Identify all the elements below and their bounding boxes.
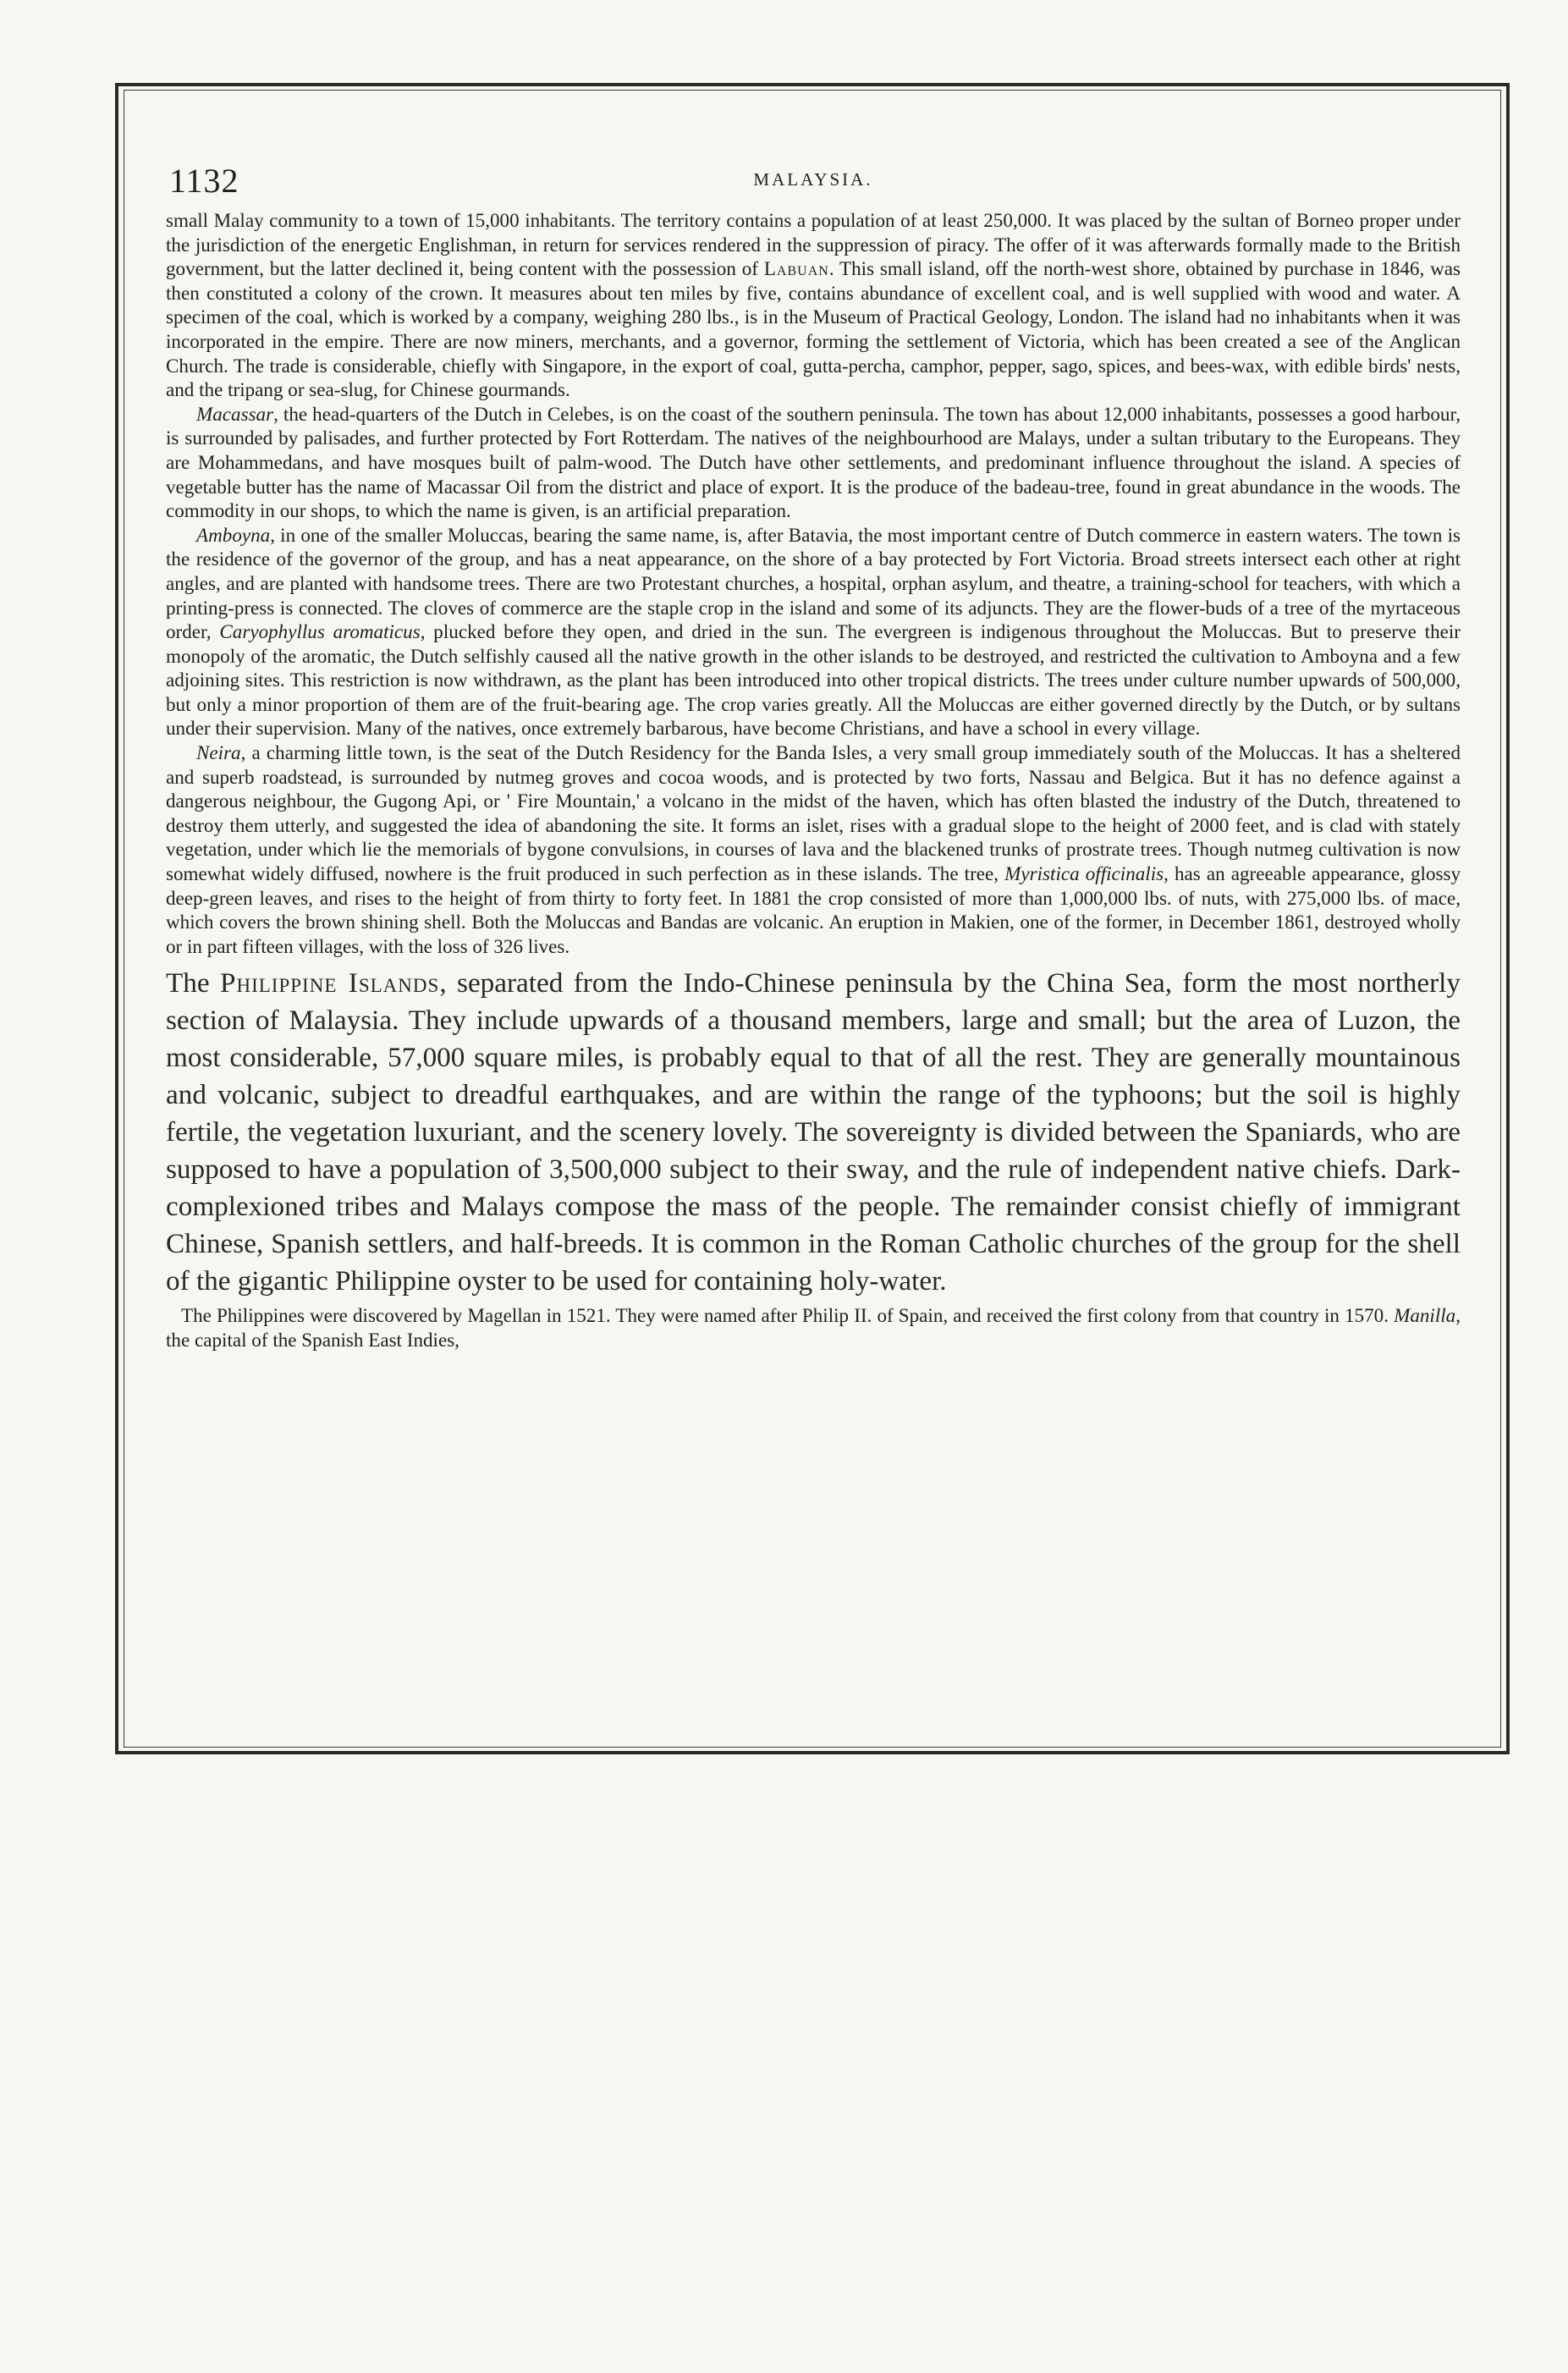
place-name-labuan: Labuan	[763, 257, 829, 280]
page-number: 1132	[169, 162, 239, 200]
place-name-macassar: Macassar	[196, 402, 274, 425]
species-name-nutmeg: Myristica officinalis	[1004, 862, 1164, 885]
small-print-section	[166, 208, 1461, 958]
paragraph-amboyna: Amboyna, in one of the smaller Moluccas, bearing the same name, is, after Batavia, the most important centre of Dutch commerce in eastern waters. The town is the residence of the governor of the group, and has a neat appearance, on the shore of a bay protected by Fort Victoria. Broad streets intersect each other at right angles, and are planted with handsome trees. There are two Protestant churches, a hospital, orphan asylum, and theatre, a training-school for teachers, with which a printing-press is connected. The cloves of commerce are the staple crop in the island and some of its adjuncts. They are the flower-buds of a tree of the myrtaceous order, Caryophyllus aromaticus, plucked before they open, and dried in the sun. The evergreen is indigenous throughout the Moluccas. But to preserve their monopoly of the aromatic, the Dutch selfishly caused all the native growth in the other islands to be destroyed, and restricted the cultivation to Amboyna and a few adjoining sites. This restriction is now withdrawn, as the plant has been introduced into other tropical districts. The trees under culture number upwards of 500,000, but only a minor proportion of them are of the fruit-bearing age. The crop varies greatly. All the Moluccas are either governed directly by the Dutch, or by sultans under their supervision. Many of the natives, once extremely barbarous, have become Christians, and have a school in every village.	[166, 523, 1461, 740]
paragraph-neira: Neira, a charming little town, is the seat of the Dutch Residency for the Banda Isles, a very small group immediately south of the Moluccas. It has a sheltered and superb roadstead, is surrounded by nutmeg groves and cocoa woods, and is protected by two forts, Nassau and Belgica. But it has no defence against a dangerous neighbour, the Gugong Api, or ' Fire Mountain,' a volcano in the midst of the haven, which has often blasted the industry of the Dutch, threatened to destroy them utterly, and suggested the idea of abandoning the site. It forms an islet, rises with a gradual slope to the height of 2000 feet, and is clad with stately vegetation, under which lie the memorials of bygone convulsions, in courses of lava and the blackened trunks of prostrate trees. Though nutmeg cultivation is now somewhat widely diffused, nowhere is the fruit produced in such perfection as in these islands. The tree, Myristica officinalis, has an agreeable appearance, glossy deep-green leaves, and rises to the height of from thirty to forty feet. In 1881 the crop consisted of more than 1,000,000 lbs. of nuts, with 275,000 lbs. of mace, which covers the brown shining shell. Both the Moluccas and Bandas are volcanic. An eruption in Makien, one of the former, in December 1861, destroyed wholly or in part fifteen villages, with the loss of 326 lives.	[166, 741, 1461, 957]
place-name-amboyna: Amboyna	[196, 523, 271, 546]
paragraph-philippines: The Philippine Islands, separated from the Indo-Chinese peninsula by the China Sea, form the most northerly section of Malaysia. They include upwards of a thousand members, large and small; but the area of Luzon, the most considerable, 57,000 square miles, is probably equal to that of all the rest. They are generally mountainous and volcanic, subject to dreadful earthquakes, and are within the range of the typhoons; but the soil is highly fertile, the vegetation luxuriant, and the scenery lovely. The sovereignty is divided between the Spaniards, who are supposed to have a population of 3,500,000 subject to their sway, and the rule of independent native chiefs. Dark-complexioned tribes and Malays compose the mass of the people. The remainder consist chiefly of immigrant Chinese, Spanish settlers, and half-breeds. It is common in the Roman Catholic churches of the group for the shell of the gigantic Philippine oyster to be used for containing holy-water.	[166, 967, 1461, 1297]
page-body	[166, 161, 1461, 1352]
place-name-philippines: Philippine Islands	[220, 967, 440, 999]
paragraph-discovery: The Philippines were discovered by Magellan in 1521. They were named after Philip II. of Spain, and received the first colony from that country in 1570. Manilla, the capital of the Spanish East Indies,	[166, 1304, 1461, 1351]
running-head	[166, 161, 1461, 208]
species-name-clove: Caryophyllus aromaticus	[219, 620, 421, 643]
place-name-manilla: Manilla	[1394, 1304, 1456, 1327]
place-name-neira: Neira	[196, 741, 241, 764]
paragraph-labuan: small Malay community to a town of 15,000 inhabitants. The territory contains a population of at least 250,000. It was placed by the sultan of Borneo proper under the jurisdiction of the energetic Englishman, in return for services rendered in the suppression of piracy. The offer of it was afterwards formally made to the British government, but the latter declined it, being content with the possession of Labuan. This small island, off the north-west shore, obtained by purchase in 1846, was then constituted a colony of the crown. It measures about ten miles by five, contains abundance of excellent coal, and is well supplied with wood and water. A specimen of the coal, which is worked by a company, weighing 280 lbs., is in the Museum of Practical Geology, London. The island had no inhabitants when it was incorporated in the empire. There are now miners, merchants, and a governor, forming the settlement of Victoria, which has been created a see of the Anglican Church. The trade is considerable, chiefly with Singapore, in the export of coal, gutta-percha, camphor, pepper, sago, spices, and bees-wax, with edible birds' nests, and the tripang or sea-slug, for Chinese gourmands.	[166, 209, 1461, 401]
running-title: MALAYSIA.	[753, 169, 873, 190]
paragraph-macassar: Macassar, the head-quarters of the Dutch in Celebes, is on the coast of the southern peninsula. The town has about 12,000 inhabitants, possesses a good harbour, is surrounded by palisades, and further protected by Fort Rotterdam. The natives of the neighbourhood are Malays, under a sultan tributary to the Europeans. They are Mohammedans, and have mosques built of palm-wood. The Dutch have other settlements, and predominant influence throughout the island. A species of vegetable butter has the name of Macassar Oil from the district and place of export. It is the produce of the badeau-tree, found in great abundance in the woods. The commodity in our shops, to which the name is given, is an artificial preparation.	[166, 402, 1461, 522]
large-print-section	[166, 965, 1461, 1300]
small-print-continuation	[166, 1303, 1461, 1352]
